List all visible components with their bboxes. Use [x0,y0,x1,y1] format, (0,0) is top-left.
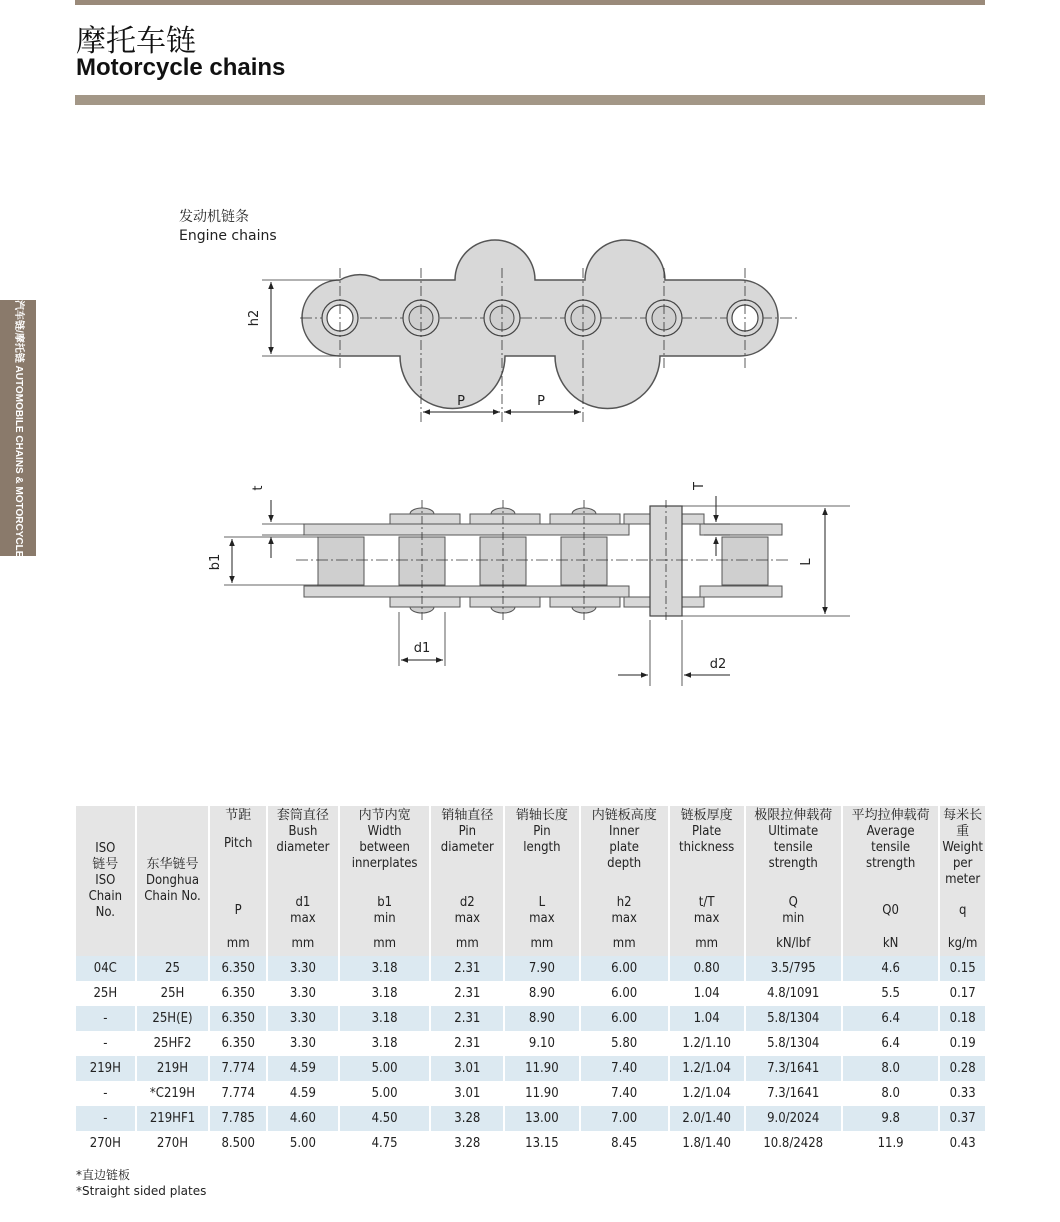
col-donghua-chain-no [136,806,210,956]
symbol-cell [842,890,939,932]
header-text: No. [95,905,115,920]
header-text: depth [607,856,642,871]
table-cell: 0.37 [939,1106,985,1131]
symbol-cell [745,890,842,932]
table-cell: 8.90 [504,981,579,1006]
dimension-label-d2: d2 [709,657,727,672]
table-cell: 8.90 [504,1006,579,1031]
header-text: ISO [95,873,116,888]
dimension-label-h2: h2 [247,309,262,327]
header-text: 极限拉伸载荷 [754,808,833,823]
col-inner-plate-depth [580,806,669,890]
symbol-cell [339,890,431,932]
header-text: Average [866,824,915,839]
page-title-en: Motorcycle chains [76,54,286,81]
header-text: plate [609,840,639,855]
symbol-row [76,890,985,932]
header-text: Ultimate [768,824,819,839]
table-cell: 1.2/1.04 [669,1081,745,1106]
table-row [76,1031,985,1056]
symbol-text: min [782,911,805,926]
table-cell: 9.8 [842,1106,939,1131]
header-text: meter [945,872,981,887]
table-cell: 3.30 [267,956,339,981]
col-iso-chain-no [76,806,136,956]
symbol-text: t/T [698,895,715,910]
table-cell: 5.8/1304 [745,1031,842,1056]
unit-cell: mm [267,932,339,956]
table-row [76,1006,985,1031]
unit-cell: kN/lbf [745,932,842,956]
chain-side-view [247,240,800,425]
header-text: Width [367,824,402,839]
table-cell: 0.19 [939,1031,985,1056]
table-cell: 3.18 [339,956,431,981]
header-text: 内链板高度 [591,808,657,823]
header-text: Inner [609,824,640,839]
table-cell: 25H [136,981,210,1006]
table-cell: 1.2/1.04 [669,1056,745,1081]
section-label-en: Engine chains [179,228,277,244]
header-text: length [523,840,561,855]
symbol-text: L [538,895,546,910]
table-cell: 13.00 [504,1106,579,1131]
table-row [76,1081,985,1106]
header-text: Weight [942,840,983,855]
table-cell: 1.8/1.40 [669,1131,745,1156]
table-cell: 25H(E) [136,1006,210,1031]
header-text: 链板厚度 [680,808,733,823]
table-cell: 8.0 [842,1056,939,1081]
header-text: tensile [871,840,911,855]
col-pitch [209,806,267,890]
unit-cell: mm [669,932,745,956]
specification-table [76,806,985,1156]
table-cell: 6.4 [842,1031,939,1056]
table-cell: 25HF2 [136,1031,210,1056]
table-cell: 10.8/2428 [745,1131,842,1156]
symbol-text: d2 [459,895,475,910]
table-cell: 1.2/1.10 [669,1031,745,1056]
symbol-cell [669,890,745,932]
table-cell: 6.350 [209,956,267,981]
table-cell: 4.60 [267,1106,339,1131]
header-text: Pin [458,824,477,839]
table-cell: 8.0 [842,1081,939,1106]
header-text: strength [866,856,916,871]
table-cell: 0.28 [939,1056,985,1081]
table-cell: 11.90 [504,1056,579,1081]
table-cell: 219H [136,1056,210,1081]
table-row [76,1056,985,1081]
symbol-text: max [693,911,720,926]
symbol-cell [430,890,504,932]
header-text: 每米长重 [943,808,983,839]
table-cell: 0.33 [939,1081,985,1106]
table-cell: 4.8/1091 [745,981,842,1006]
dimension-b1 [208,537,318,585]
header-text: Plate [692,824,722,839]
dimension-label-d1: d1 [413,641,431,656]
header-row [76,806,985,890]
table-cell: 1.04 [669,1006,745,1031]
unit-cell: mm [209,932,267,956]
table-cell: - [76,1006,136,1031]
link-plate-outline [302,240,778,409]
table-cell: 0.18 [939,1006,985,1031]
table-row [76,1106,985,1131]
table-cell: 2.31 [430,1006,504,1031]
table-cell: 8.500 [209,1131,267,1156]
table-cell: 7.774 [209,1056,267,1081]
header-text: tensile [773,840,813,855]
table-cell: 11.9 [842,1131,939,1156]
dimension-label-T: T [692,482,707,490]
table-cell: 3.18 [339,1031,431,1056]
table-cell: 9.0/2024 [745,1106,842,1131]
table-cell: 3.30 [267,1006,339,1031]
header-text: innerplates [351,856,418,871]
table-cell: 4.75 [339,1131,431,1156]
symbol-text: max [454,911,481,926]
symbol-text: min [373,911,396,926]
header-text: 内节内宽 [358,808,411,823]
table-cell: 5.00 [267,1131,339,1156]
table-cell: 11.90 [504,1081,579,1106]
col-average-tensile-strength [842,806,939,890]
page-title-cn: 摩托车链 [76,24,196,59]
chain-top-view [208,482,850,686]
table-cell: 7.40 [580,1081,669,1106]
header-text: 节距 [225,808,252,823]
table-cell: 7.00 [580,1106,669,1131]
table-cell: 7.40 [580,1056,669,1081]
header-text: 销轴直径 [441,808,494,823]
table-body [76,956,985,1156]
dimension-d1 [399,612,445,666]
table-cell: 3.30 [267,981,339,1006]
header-text: strength [768,856,818,871]
dimension-label-t: t [251,485,266,491]
table-cell: 3.01 [430,1081,504,1106]
table-cell: 4.6 [842,956,939,981]
symbol-text: max [529,911,555,926]
unit-cell: kg/m [939,932,985,956]
col-weight-per-meter [939,806,985,890]
footnote [76,1167,206,1199]
dimension-label-b1: b1 [208,553,223,571]
table-cell: 3.18 [339,981,431,1006]
table-cell: 6.350 [209,981,267,1006]
table-cell: 9.10 [504,1031,579,1056]
symbol-text: P [234,903,242,918]
symbol-text: Q0 [882,903,899,918]
table-cell: 7.3/1641 [745,1081,842,1106]
table-cell: 219HF1 [136,1106,210,1131]
table-cell: 0.80 [669,956,745,981]
table-cell: - [76,1031,136,1056]
unit-cell: mm [504,932,579,956]
table-cell: 25 [136,956,210,981]
unit-cell: mm [339,932,431,956]
unit-cell: mm [580,932,669,956]
col-pin-length [504,806,579,890]
dimension-label-L: L [799,558,814,566]
dimension-d2 [618,620,730,686]
header-text: thickness [679,840,735,855]
table-cell: 3.30 [267,1031,339,1056]
header-text: diameter [440,840,494,855]
col-ultimate-tensile-strength [745,806,842,890]
table-cell: *C219H [136,1081,210,1106]
symbol-text: q [958,903,967,918]
table-cell: 0.43 [939,1131,985,1156]
table-cell: - [76,1106,136,1131]
footnote-en: *Straight sided plates [76,1184,207,1198]
symbol-cell [209,890,267,932]
dimension-label-p2: P [537,394,545,409]
symbol-cell [580,890,669,932]
header-text: diameter [276,840,330,855]
table-row [76,981,985,1006]
table-cell: 6.350 [209,1006,267,1031]
table-cell: 4.59 [267,1081,339,1106]
table-cell: 2.0/1.40 [669,1106,745,1131]
table-cell: 2.31 [430,956,504,981]
table-cell: 6.350 [209,1031,267,1056]
table-cell: 04C [76,956,136,981]
table-cell: 5.5 [842,981,939,1006]
header-text: 销轴长度 [515,808,568,823]
header-text: Pin [533,824,551,839]
table-row [76,956,985,981]
header-text: 东华链号 [146,857,199,872]
table-cell: 5.80 [580,1031,669,1056]
symbol-cell [267,890,339,932]
col-plate-thickness [669,806,745,890]
header-text: between [359,840,410,855]
header-text: ISO [95,841,116,856]
symbol-text: h2 [616,895,632,910]
section-label-cn: 发动机链条 [179,209,249,225]
table-cell: 8.45 [580,1131,669,1156]
table-cell: 4.59 [267,1056,339,1081]
table-row [76,1131,985,1156]
header-text: 链号 [92,857,119,872]
rollers [318,537,768,585]
table-cell: 5.00 [339,1056,431,1081]
table-cell: 2.31 [430,981,504,1006]
header-text: Chain No. [144,889,201,904]
table-cell: 4.50 [339,1106,431,1131]
table-cell: 6.00 [580,956,669,981]
header-text: Pitch [223,836,253,851]
unit-row [76,932,985,956]
table-cell: 5.00 [339,1081,431,1106]
table-cell: 3.18 [339,1006,431,1031]
table-cell: 1.04 [669,981,745,1006]
col-pin-diameter [430,806,504,890]
table-cell: 2.31 [430,1031,504,1056]
header-text: 套筒直径 [276,808,329,823]
table-cell: 7.774 [209,1081,267,1106]
col-width-between-inner-plates [339,806,431,890]
table-cell: 3.28 [430,1106,504,1131]
unit-cell: kN [842,932,939,956]
symbol-cell [504,890,579,932]
table-cell: 3.5/795 [745,956,842,981]
table-cell: 5.8/1304 [745,1006,842,1031]
table-cell: 270H [76,1131,136,1156]
footnote-cn: *直边链板 [76,1168,131,1182]
header-text: per [952,856,973,871]
header-text: Bush [288,824,318,839]
table-cell: 25H [76,981,136,1006]
table-cell: - [76,1081,136,1106]
unit-cell: mm [430,932,504,956]
table-cell: 6.00 [580,1006,669,1031]
header-text: Chain [88,889,123,904]
symbol-text: max [611,911,637,926]
table-cell: 7.785 [209,1106,267,1131]
dimension-label-p1: P [457,394,465,409]
header-text: Donghua [145,873,199,888]
table-cell: 3.01 [430,1056,504,1081]
table-cell: 7.90 [504,956,579,981]
table-cell: 7.3/1641 [745,1056,842,1081]
symbol-text: Q [788,895,798,910]
table-cell: 0.15 [939,956,985,981]
symbol-text: max [290,911,316,926]
col-bush-diameter [267,806,339,890]
symbol-text: b1 [377,895,393,910]
table-cell: 13.15 [504,1131,579,1156]
table-cell: 0.17 [939,981,985,1006]
header-text: 平均拉伸载荷 [851,808,930,823]
table-cell: 3.28 [430,1131,504,1156]
symbol-text: d1 [295,895,311,910]
dimension-t [251,485,304,558]
side-category-label: 汽车链/摩托链 AUTOMOBILE CHAINS & MOTORCYCLE CHAINS [13,300,24,599]
table-cell: 219H [76,1056,136,1081]
table-cell: 6.4 [842,1006,939,1031]
table-cell: 6.00 [580,981,669,1006]
symbol-cell [939,890,985,932]
table-cell: 270H [136,1131,210,1156]
